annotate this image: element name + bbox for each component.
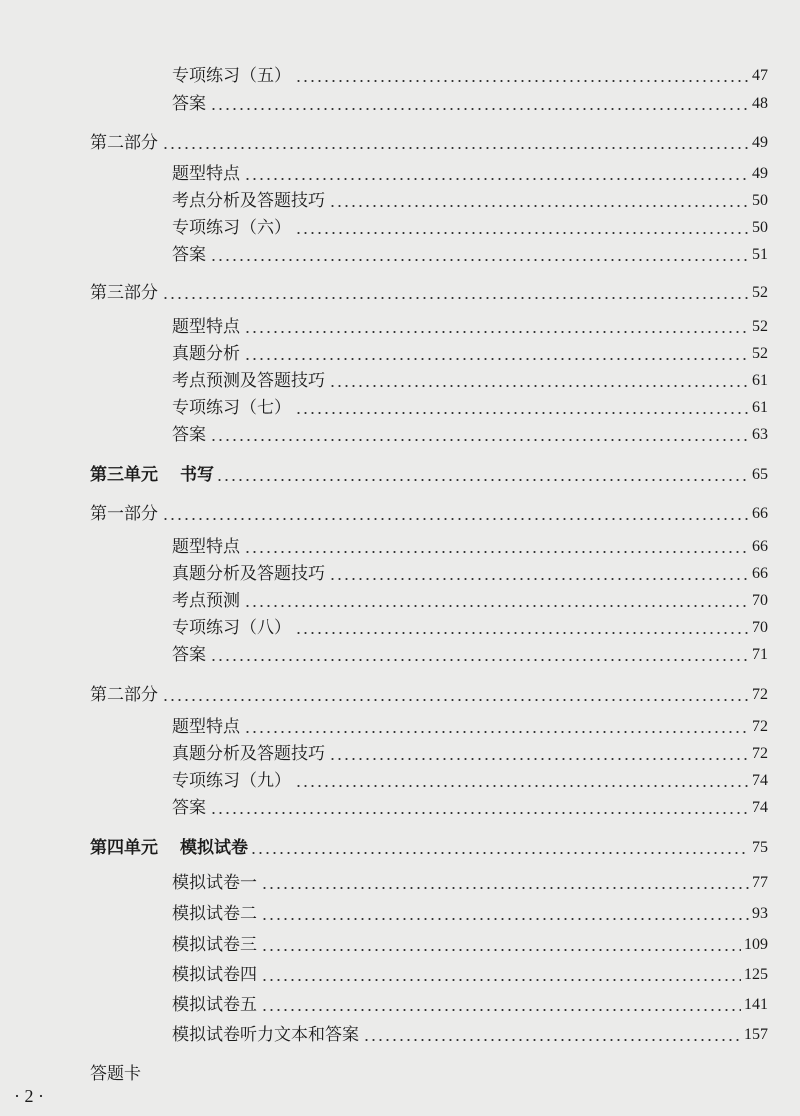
dot-leader: [244, 331, 749, 333]
dot-leader: [250, 852, 749, 854]
toc-page-number: 70: [752, 619, 768, 636]
dot-leader: [162, 147, 749, 149]
dot-leader: [244, 358, 749, 360]
toc-unit-heading: [90, 830, 768, 858]
toc-page-number: 47: [752, 67, 768, 84]
toc-page-number: 71: [752, 646, 768, 663]
toc-title: 考点预测及答题技巧: [172, 371, 325, 391]
toc-item: [172, 957, 768, 985]
toc-title: 模拟试卷四: [172, 965, 257, 985]
toc-title: 真题分析及答题技巧: [172, 564, 325, 584]
toc-page-number: 72: [752, 745, 768, 762]
toc-title: 考点预测: [172, 591, 240, 611]
toc-item: [172, 309, 768, 337]
dot-leader: [244, 551, 749, 553]
toc-item: [172, 58, 768, 86]
toc-item: [172, 896, 768, 924]
dot-leader: [210, 259, 749, 261]
toc-page-number: 125: [744, 966, 768, 983]
toc-page-number: 49: [752, 165, 768, 182]
toc-title: 第四单元: [90, 838, 158, 858]
toc-page-number: 70: [752, 592, 768, 609]
toc-title: 专项练习（七）: [172, 398, 291, 418]
dot-leader: [363, 1039, 741, 1041]
toc-title: 题型特点: [172, 717, 240, 737]
toc-page-number: 74: [752, 799, 768, 816]
toc-page-number: 75: [752, 839, 768, 856]
dot-leader: [216, 479, 749, 481]
dot-leader: [210, 659, 749, 661]
toc-title: 第一部分: [90, 504, 158, 524]
toc-item: [172, 865, 768, 893]
toc-item: [172, 763, 768, 791]
dot-leader: [329, 578, 749, 580]
toc-unit-name: 模拟试卷: [180, 838, 248, 858]
page-number: · 2 ·: [14, 1086, 44, 1106]
toc-title: 题型特点: [172, 164, 240, 184]
toc-item: [172, 583, 768, 611]
toc-page-number: 52: [752, 318, 768, 335]
dot-leader: [261, 887, 749, 889]
dot-leader: [210, 108, 749, 110]
toc-title: 真题分析及答题技巧: [172, 744, 325, 764]
toc-item: [172, 709, 768, 737]
toc-page-number: 72: [752, 718, 768, 735]
toc-item: [172, 610, 768, 638]
toc-item: [172, 736, 768, 764]
toc-page-number: 50: [752, 219, 768, 236]
toc-page-number: 66: [752, 538, 768, 555]
dot-leader: [244, 731, 749, 733]
toc-item: [172, 1017, 768, 1045]
dot-leader: [261, 979, 741, 981]
toc-title: 题型特点: [172, 537, 240, 557]
dot-leader: [295, 412, 749, 414]
toc-item: [172, 336, 768, 364]
toc-title: 专项练习（五）: [172, 66, 291, 86]
toc-page-number: 52: [752, 345, 768, 362]
dot-leader: [295, 80, 749, 82]
toc-page-number: 61: [752, 399, 768, 416]
dot-leader: [244, 605, 749, 607]
dot-leader: [244, 178, 749, 180]
dot-leader: [162, 699, 749, 701]
dot-leader: [329, 205, 749, 207]
toc-title: 答案: [172, 425, 206, 445]
toc-page-number: 66: [752, 565, 768, 582]
toc-page-number: 51: [752, 246, 768, 263]
toc-title: 第二部分: [90, 133, 158, 153]
dot-leader: [210, 812, 749, 814]
dot-leader: [329, 758, 749, 760]
dot-leader: [162, 297, 749, 299]
toc-item: [172, 210, 768, 238]
toc-item: [172, 790, 768, 818]
dot-leader: [295, 232, 749, 234]
toc-title: 答题卡: [90, 1064, 141, 1084]
toc-title: 专项练习（六）: [172, 218, 291, 238]
dot-leader: [329, 385, 749, 387]
toc-item: [172, 556, 768, 584]
toc-page-number: 109: [744, 936, 768, 953]
toc-page-number: 72: [752, 686, 768, 703]
toc-page-number: 74: [752, 772, 768, 789]
toc-item: [172, 417, 768, 445]
dot-leader: [210, 439, 749, 441]
toc-page-number: 63: [752, 426, 768, 443]
dot-leader: [261, 949, 741, 951]
toc-part-heading: [90, 125, 768, 153]
toc-page-number: 50: [752, 192, 768, 209]
toc-page-number: 93: [752, 905, 768, 922]
toc-title: 第三部分: [90, 283, 158, 303]
toc-title: 模拟试卷二: [172, 904, 257, 924]
toc-page-number: 52: [752, 284, 768, 301]
toc-title: 考点分析及答题技巧: [172, 191, 325, 211]
toc-page-number: 141: [744, 996, 768, 1013]
toc-page-number: 65: [752, 466, 768, 483]
toc-item: [172, 637, 768, 665]
toc-item: [172, 363, 768, 391]
toc-page-number: 48: [752, 95, 768, 112]
toc-page-number: 66: [752, 505, 768, 522]
toc-page-number: 157: [744, 1026, 768, 1043]
toc-part-heading: [90, 1056, 768, 1084]
toc-title: 模拟试卷五: [172, 995, 257, 1015]
toc-part-heading: [90, 677, 768, 705]
dot-leader: [295, 632, 749, 634]
toc-title: 模拟试卷听力文本和答案: [172, 1025, 359, 1045]
toc-unit-name: 书写: [180, 465, 214, 485]
toc-title: 第二部分: [90, 685, 158, 705]
toc-page-number: 61: [752, 372, 768, 389]
dot-leader: [295, 785, 749, 787]
toc-page-number: 49: [752, 134, 768, 151]
toc-item: [172, 156, 768, 184]
toc-title: 答案: [172, 94, 206, 114]
toc-title: 第三单元: [90, 465, 158, 485]
toc-title: 真题分析: [172, 344, 240, 364]
toc-title: 模拟试卷一: [172, 873, 257, 893]
dot-leader: [162, 518, 749, 520]
toc-item: [172, 987, 768, 1015]
toc-item: [172, 86, 768, 114]
toc-item: [172, 390, 768, 418]
toc-unit-heading: [90, 457, 768, 485]
toc-title: 专项练习（九）: [172, 771, 291, 791]
toc-part-heading: [90, 496, 768, 524]
toc-part-heading: [90, 275, 768, 303]
toc-title: 专项练习（八）: [172, 618, 291, 638]
toc-page-number: 77: [752, 874, 768, 891]
toc-item: [172, 529, 768, 557]
toc-title: 模拟试卷三: [172, 935, 257, 955]
toc-title: 题型特点: [172, 317, 240, 337]
toc-item: [172, 927, 768, 955]
toc-title: 答案: [172, 645, 206, 665]
toc-item: [172, 183, 768, 211]
dot-leader: [261, 1009, 741, 1011]
toc-item: [172, 237, 768, 265]
toc-title: 答案: [172, 798, 206, 818]
toc-title: 答案: [172, 245, 206, 265]
dot-leader: [261, 918, 749, 920]
